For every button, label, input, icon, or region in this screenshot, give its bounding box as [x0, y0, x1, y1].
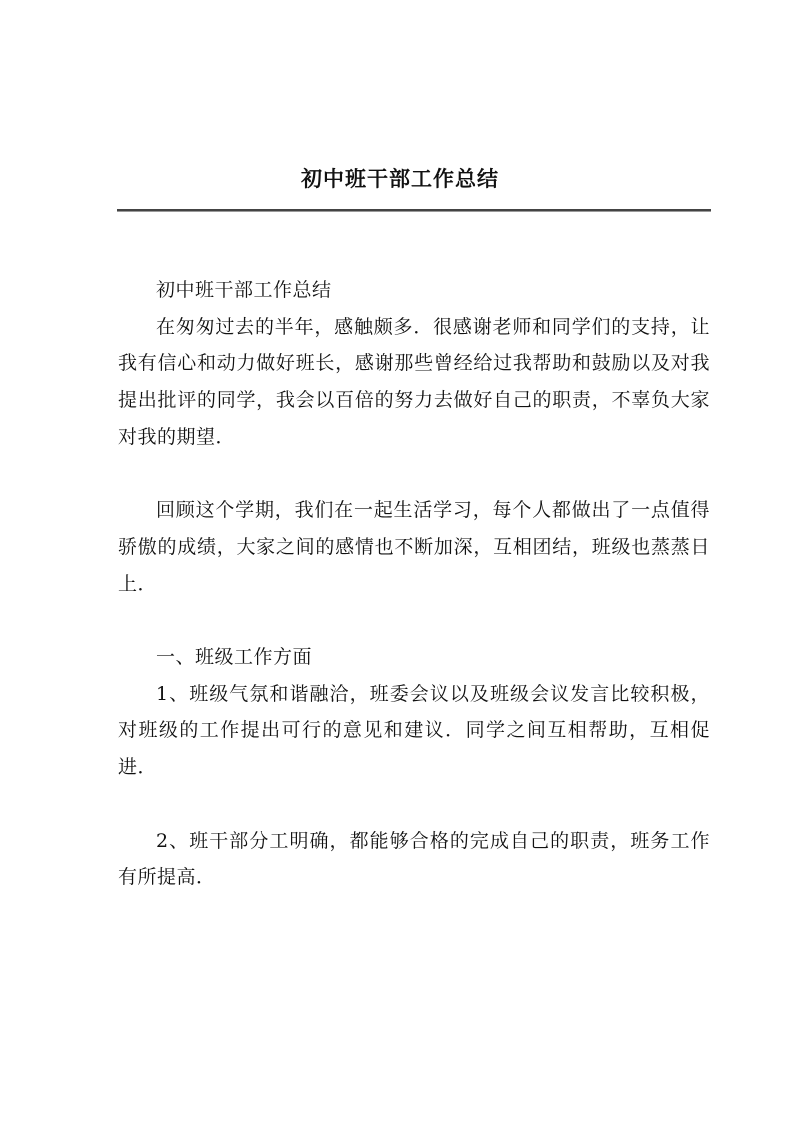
document-body	[118, 272, 710, 896]
paragraph-intro: 在匆匆过去的半年，感触颇多．很感谢老师和同学们的支持，让我有信心和动力做好班长，感谢那些曾经给过我帮助和鼓励以及对我提出批评的同学，我会以百倍的努力去做好自己的职责，不辜负大家对我的期望．	[118, 315, 710, 448]
title-divider	[117, 209, 711, 212]
paragraph-heading: 初中班干部工作总结	[156, 279, 332, 301]
paragraph-review: 回顾这个学期，我们在一起生活学习，每个人都做出了一点值得骄傲的成绩，大家之间的感情也不断加深，互相团结，班级也蒸蒸日上．	[118, 499, 710, 595]
paragraph-item-1: 1、班级气氛和谐融洽，班委会议以及班级会议发言比较积极，对班级的工作提出可行的意见和建议．同学之间互相帮助，互相促进．	[118, 682, 710, 779]
section-heading-class-work: 一、班级工作方面	[156, 646, 313, 668]
paragraph-item-2: 2、班干部分工明确，都能够合格的完成自己的职责，班务工作有所提高．	[118, 829, 710, 889]
page-title: 初中班干部工作总结	[301, 166, 499, 191]
